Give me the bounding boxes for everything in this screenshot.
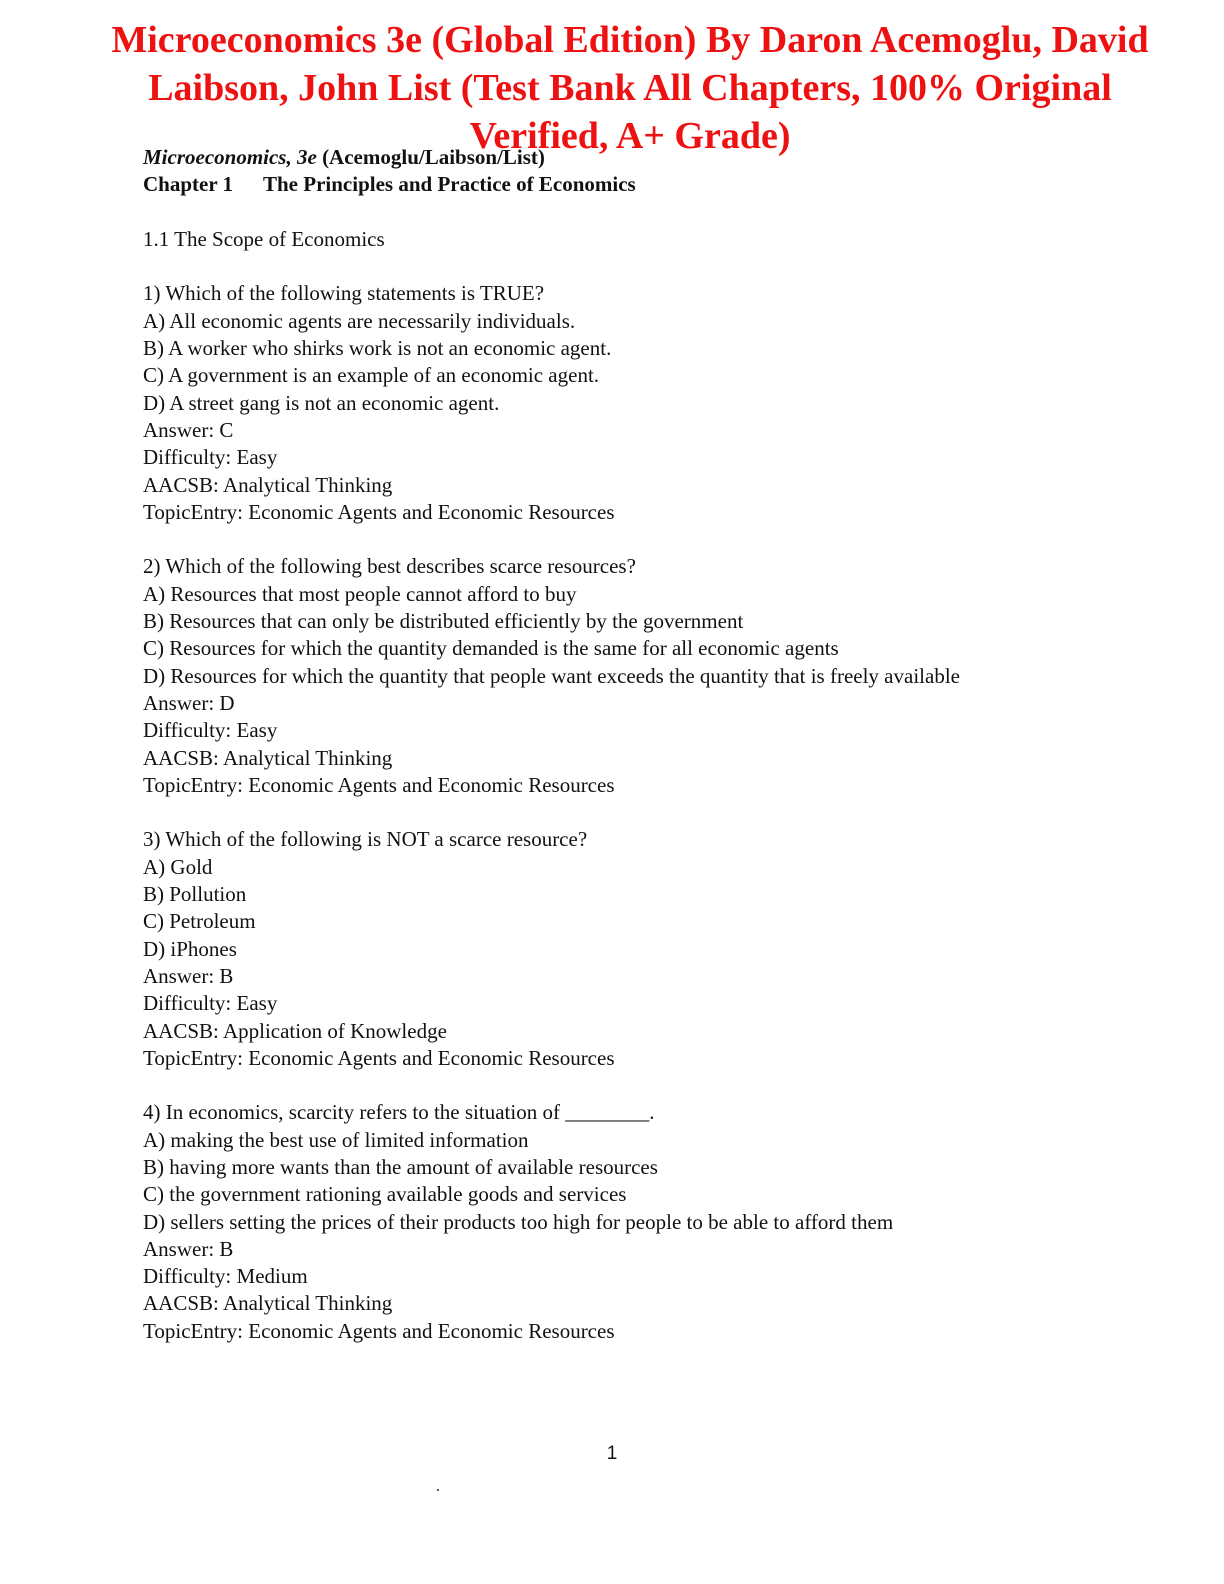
question-1 xyxy=(143,280,1143,526)
chapter-heading xyxy=(143,171,1143,198)
question-stem: 3) Which of the following is NOT a scarce resource? xyxy=(143,827,588,852)
answer: Answer: B xyxy=(143,1236,234,1261)
answer: Answer: B xyxy=(143,963,234,988)
book-header xyxy=(143,144,1143,171)
book-authors: (Acemoglu/Laibson/List) xyxy=(316,145,545,169)
difficulty: Difficulty: Easy xyxy=(143,718,278,743)
section-heading: 1.1 The Scope of Economics xyxy=(143,226,385,251)
document-page-content xyxy=(143,144,1143,1345)
option-d: D) iPhones xyxy=(143,936,237,961)
page-number: 1 xyxy=(606,1443,618,1464)
chapter-number: Chapter 1 xyxy=(143,172,234,197)
topic-entry: TopicEntry: Economic Agents and Economic Resources xyxy=(143,772,615,797)
answer: Answer: C xyxy=(143,417,234,442)
topic-entry: TopicEntry: Economic Agents and Economic Resources xyxy=(143,1318,615,1343)
option-a: A) making the best use of limited information xyxy=(143,1127,529,1152)
question-stem: 4) In economics, scarcity refers to the situation of ________. xyxy=(143,1100,655,1125)
option-b: B) Pollution xyxy=(143,882,247,907)
question-2 xyxy=(143,553,1143,799)
aacsb: AACSB: Analytical Thinking xyxy=(143,1291,393,1316)
document-banner-title xyxy=(60,16,1200,160)
topic-entry: TopicEntry: Economic Agents and Economic Resources xyxy=(143,1045,615,1070)
banner-line-2: Laibson, John List (Test Bank All Chapters, 100% Original xyxy=(148,67,1112,109)
question-stem: 2) Which of the following best describes scarce resources? xyxy=(143,554,636,579)
option-b: B) Resources that can only be distributed efficiently by the government xyxy=(143,609,744,634)
question-4 xyxy=(143,1099,1143,1345)
aacsb: AACSB: Analytical Thinking xyxy=(143,472,393,497)
option-c: C) Resources for which the quantity demanded is the same for all economic agents xyxy=(143,636,839,661)
aacsb: AACSB: Application of Knowledge xyxy=(143,1018,447,1043)
option-b: B) A worker who shirks work is not an economic agent. xyxy=(143,336,612,361)
option-b: B) having more wants than the amount of available resources xyxy=(143,1154,658,1179)
aacsb: AACSB: Analytical Thinking xyxy=(143,745,393,770)
chapter-title: The Principles and Practice of Economics xyxy=(263,172,636,197)
difficulty: Difficulty: Easy xyxy=(143,991,278,1016)
answer: Answer: D xyxy=(143,690,235,715)
option-c: C) Petroleum xyxy=(143,909,256,934)
option-c: C) A government is an example of an economic agent. xyxy=(143,363,600,388)
banner-line-3: Verified, A+ Grade) xyxy=(469,115,791,157)
question-stem: 1) Which of the following statements is TRUE? xyxy=(143,281,545,306)
book-title: Microeconomics, 3e xyxy=(143,145,317,169)
option-a: A) All economic agents are necessarily individuals. xyxy=(143,308,576,333)
difficulty: Difficulty: Medium xyxy=(143,1264,308,1289)
option-a: A) Gold xyxy=(143,854,213,879)
topic-entry: TopicEntry: Economic Agents and Economic Resources xyxy=(143,499,615,524)
option-d: D) A street gang is not an economic agent. xyxy=(143,390,500,415)
option-c: C) the government rationing available goods and services xyxy=(143,1182,627,1207)
question-3 xyxy=(143,826,1143,1072)
difficulty: Difficulty: Easy xyxy=(143,445,278,470)
banner-line-1: Microeconomics 3e (Global Edition) By Daron Acemoglu, David xyxy=(111,19,1149,61)
option-d: D) sellers setting the prices of their products too high for people to be able to afford them xyxy=(143,1209,894,1234)
option-a: A) Resources that most people cannot afford to buy xyxy=(143,581,577,606)
footer-mark: . xyxy=(436,1478,440,1495)
option-d: D) Resources for which the quantity that people want exceeds the quantity that is freely available xyxy=(143,663,960,688)
